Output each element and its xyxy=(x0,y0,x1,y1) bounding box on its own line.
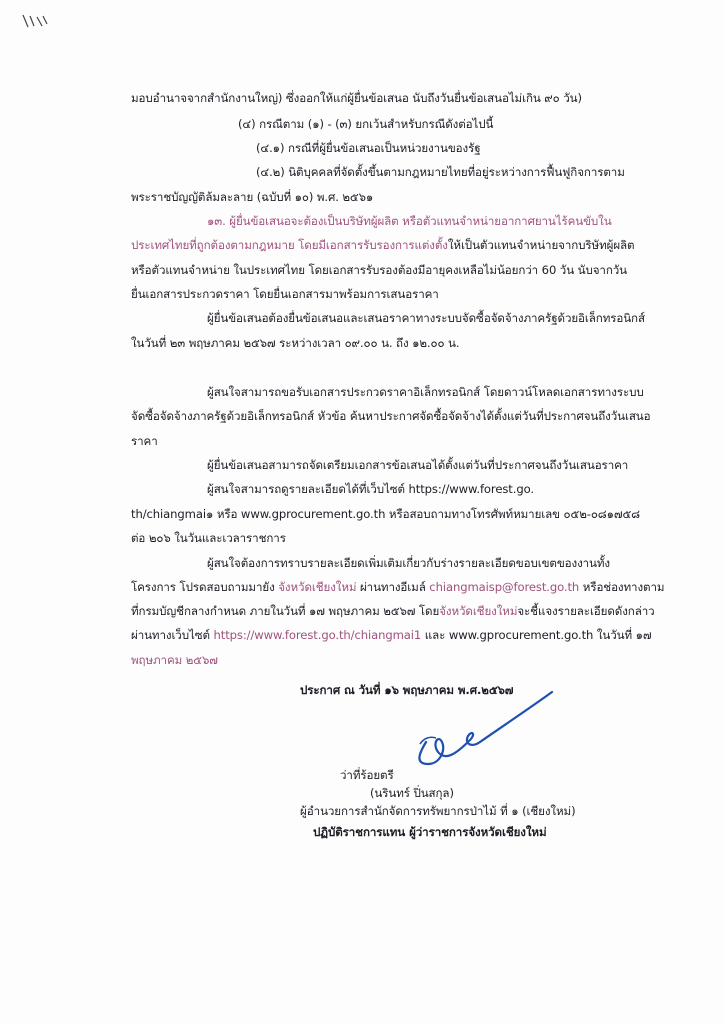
line-text: พระราชบัญญัติล้มละลาย (ฉบับที่ ๑๐) พ.ศ. ๒๕๖๑ xyxy=(131,190,374,204)
line-text: ผ่านทางอีเมล์ xyxy=(356,580,430,594)
body-line xyxy=(256,165,625,179)
line-text: ผู้สนใจสามารถดูรายละเอียดได้ที่เว็บไซต์ https://www.forest.go. xyxy=(207,482,534,496)
highlighted-text: chiangmaisp@forest.go.th xyxy=(429,580,580,594)
line-text: จะชี้แจงรายละเอียดดังกล่าว xyxy=(517,604,655,618)
highlighted-text: จังหวัดเชียงใหม่ xyxy=(278,580,357,594)
line-text: (๔) กรณีตาม (๑) - (๓) ยกเว้นสำหรับกรณีดังต่อไปนี้ xyxy=(238,117,494,131)
body-line xyxy=(131,336,459,350)
body-line xyxy=(207,385,644,399)
body-line xyxy=(131,238,634,252)
highlighted-text: https://www.forest.go.th/chiangmai1 xyxy=(213,628,422,642)
body-line xyxy=(131,604,655,618)
highlighted-text: ประเทศไทยที่ถูกต้องตามกฎหมาย โดยมีเอกสารรับรองการแต่งตั้ง xyxy=(131,238,448,252)
signatory-acting: ปฏิบัติราชการแทน ผู้ว่าราชการจังหวัดเชียงใหม่ xyxy=(313,825,547,839)
line-text: หรือช่องทางตาม xyxy=(579,580,665,594)
highlighted-text: พฤษภาคม ๒๕๖๗ xyxy=(131,653,218,667)
body-line xyxy=(207,482,534,496)
body-line xyxy=(207,556,610,570)
line-text: ผู้ยื่นข้อเสนอสามารถจัดเตรียมเอกสารข้อเสนอได้ตั้งแต่วันที่ประกาศจนถึงวันเสนอราคา xyxy=(207,458,629,472)
body-line xyxy=(207,311,645,325)
line-text: และ www.gprocurement.go.th ในวันที่ ๑๗ xyxy=(421,628,652,642)
line-text: ผู้สนใจสามารถขอรับเอกสารประกวดราคาอิเล็กทรอนิกส์ โดยดาวน์โหลดเอกสารทางระบบ xyxy=(207,385,644,399)
line-text: ผู้สนใจต้องการทราบรายละเอียดเพิ่มเติมเกี่ยวกับร่างรายละเอียดขอบเขตของงานทั้ง xyxy=(207,556,610,570)
body-line xyxy=(131,409,651,423)
body-line xyxy=(207,214,612,228)
line-text: ราคา xyxy=(131,434,158,448)
signatory-name: (นรินทร์ ปิ่นสกุล) xyxy=(370,786,454,800)
line-text: ผู้ยื่นข้อเสนอต้องยื่นข้อเสนอและเสนอราคาทางระบบจัดซื้อจัดจ้างภาครัฐด้วยอิเล็กทรอนิกส์ xyxy=(207,311,645,325)
body-line xyxy=(131,507,640,521)
signature-title-prefix: ว่าที่ร้อยตรี xyxy=(340,768,394,782)
announcement-date: ประกาศ ณ วันที่ ๑๖ พฤษภาคม พ.ศ.๒๕๖๗ xyxy=(300,683,514,697)
corner-mark-icon xyxy=(22,14,48,28)
line-text: ที่กรมบัญชีกลางกำหนด ภายในวันที่ ๑๗ พฤษภาคม ๒๕๖๗ โดย xyxy=(131,604,440,618)
line-text: ให้เป็นตัวแทนจำหน่ายจากบริษัทผู้ผลิต xyxy=(447,238,635,252)
body-line xyxy=(207,458,628,472)
body-line xyxy=(131,287,439,301)
body-line xyxy=(131,531,286,545)
line-text: ต่อ ๒๐๖ ในวันและเวลาราชการ xyxy=(131,531,286,545)
line-text: th/chiangmai๑ หรือ www.gprocurement.go.th หรือสอบถามทางโทรศัพท์หมายเลข ๐๕๒-๐๘๑๗๕๘ xyxy=(131,507,641,521)
body-line xyxy=(131,263,627,277)
body-line xyxy=(131,580,664,594)
body-line xyxy=(256,141,481,155)
body-line xyxy=(131,91,582,105)
line-text: ผ่านทางเว็บไซต์ xyxy=(131,628,214,642)
line-text: โครงการ โปรดสอบถามมายัง xyxy=(131,580,279,594)
highlighted-text: ๑๓. ผู้ยื่นข้อเสนอจะต้องเป็นบริษัทผู้ผลิต หรือตัวแทนจำหน่ายอากาศยานไร้คนขับใน xyxy=(207,214,612,228)
body-line xyxy=(238,117,493,131)
line-text: ยื่นเอกสารประกวดราคา โดยยื่นเอกสารมาพร้อมการเสนอราคา xyxy=(131,287,439,301)
line-text: ในวันที่ ๒๓ พฤษภาคม ๒๕๖๗ ระหว่างเวลา ๐๙.๐๐ น. ถึง ๑๒.๐๐ น. xyxy=(131,336,460,350)
line-text: มอบอำนาจจากสำนักงานใหญ่) ซึ่งออกให้แก่ผู้ยื่นข้อเสนอ นับถึงวันยื่นข้อเสนอไม่เกิน ๙๐ วัน) xyxy=(131,91,582,105)
signatory-position: ผู้อำนวยการสำนักจัดการทรัพยากรป่าไม้ ที่ ๑ (เชียงใหม่) xyxy=(300,804,576,818)
line-text: หรือตัวแทนจำหน่าย ในประเทศไทย โดยเอกสารรับรองต้องมีอายุคงเหลือไม่น้อยกว่า 60 วัน นับจากวัน xyxy=(131,263,627,277)
line-text: (๔.๑) กรณีที่ผู้ยื่นข้อเสนอเป็นหน่วยงานของรัฐ xyxy=(256,141,481,155)
highlighted-text: จังหวัดเชียงใหม่ xyxy=(439,604,518,618)
signature-icon xyxy=(380,690,560,780)
body-line xyxy=(131,653,218,667)
body-line xyxy=(131,190,373,204)
body-line xyxy=(131,434,158,448)
body-line xyxy=(131,628,651,642)
line-text: (๔.๒) นิติบุคคลที่จัดตั้งขึ้นตามกฎหมายไทยที่อยู่ระหว่างการฟื้นฟูกิจการตาม xyxy=(256,165,625,179)
line-text: จัดซื้อจัดจ้างภาครัฐด้วยอิเล็กทรอนิกส์ หัวข้อ ค้นหาประกาศจัดซื้อจัดจ้างได้ตั้งแต่วันที่ประกาศจนถึงวันเสนอ xyxy=(131,409,651,423)
